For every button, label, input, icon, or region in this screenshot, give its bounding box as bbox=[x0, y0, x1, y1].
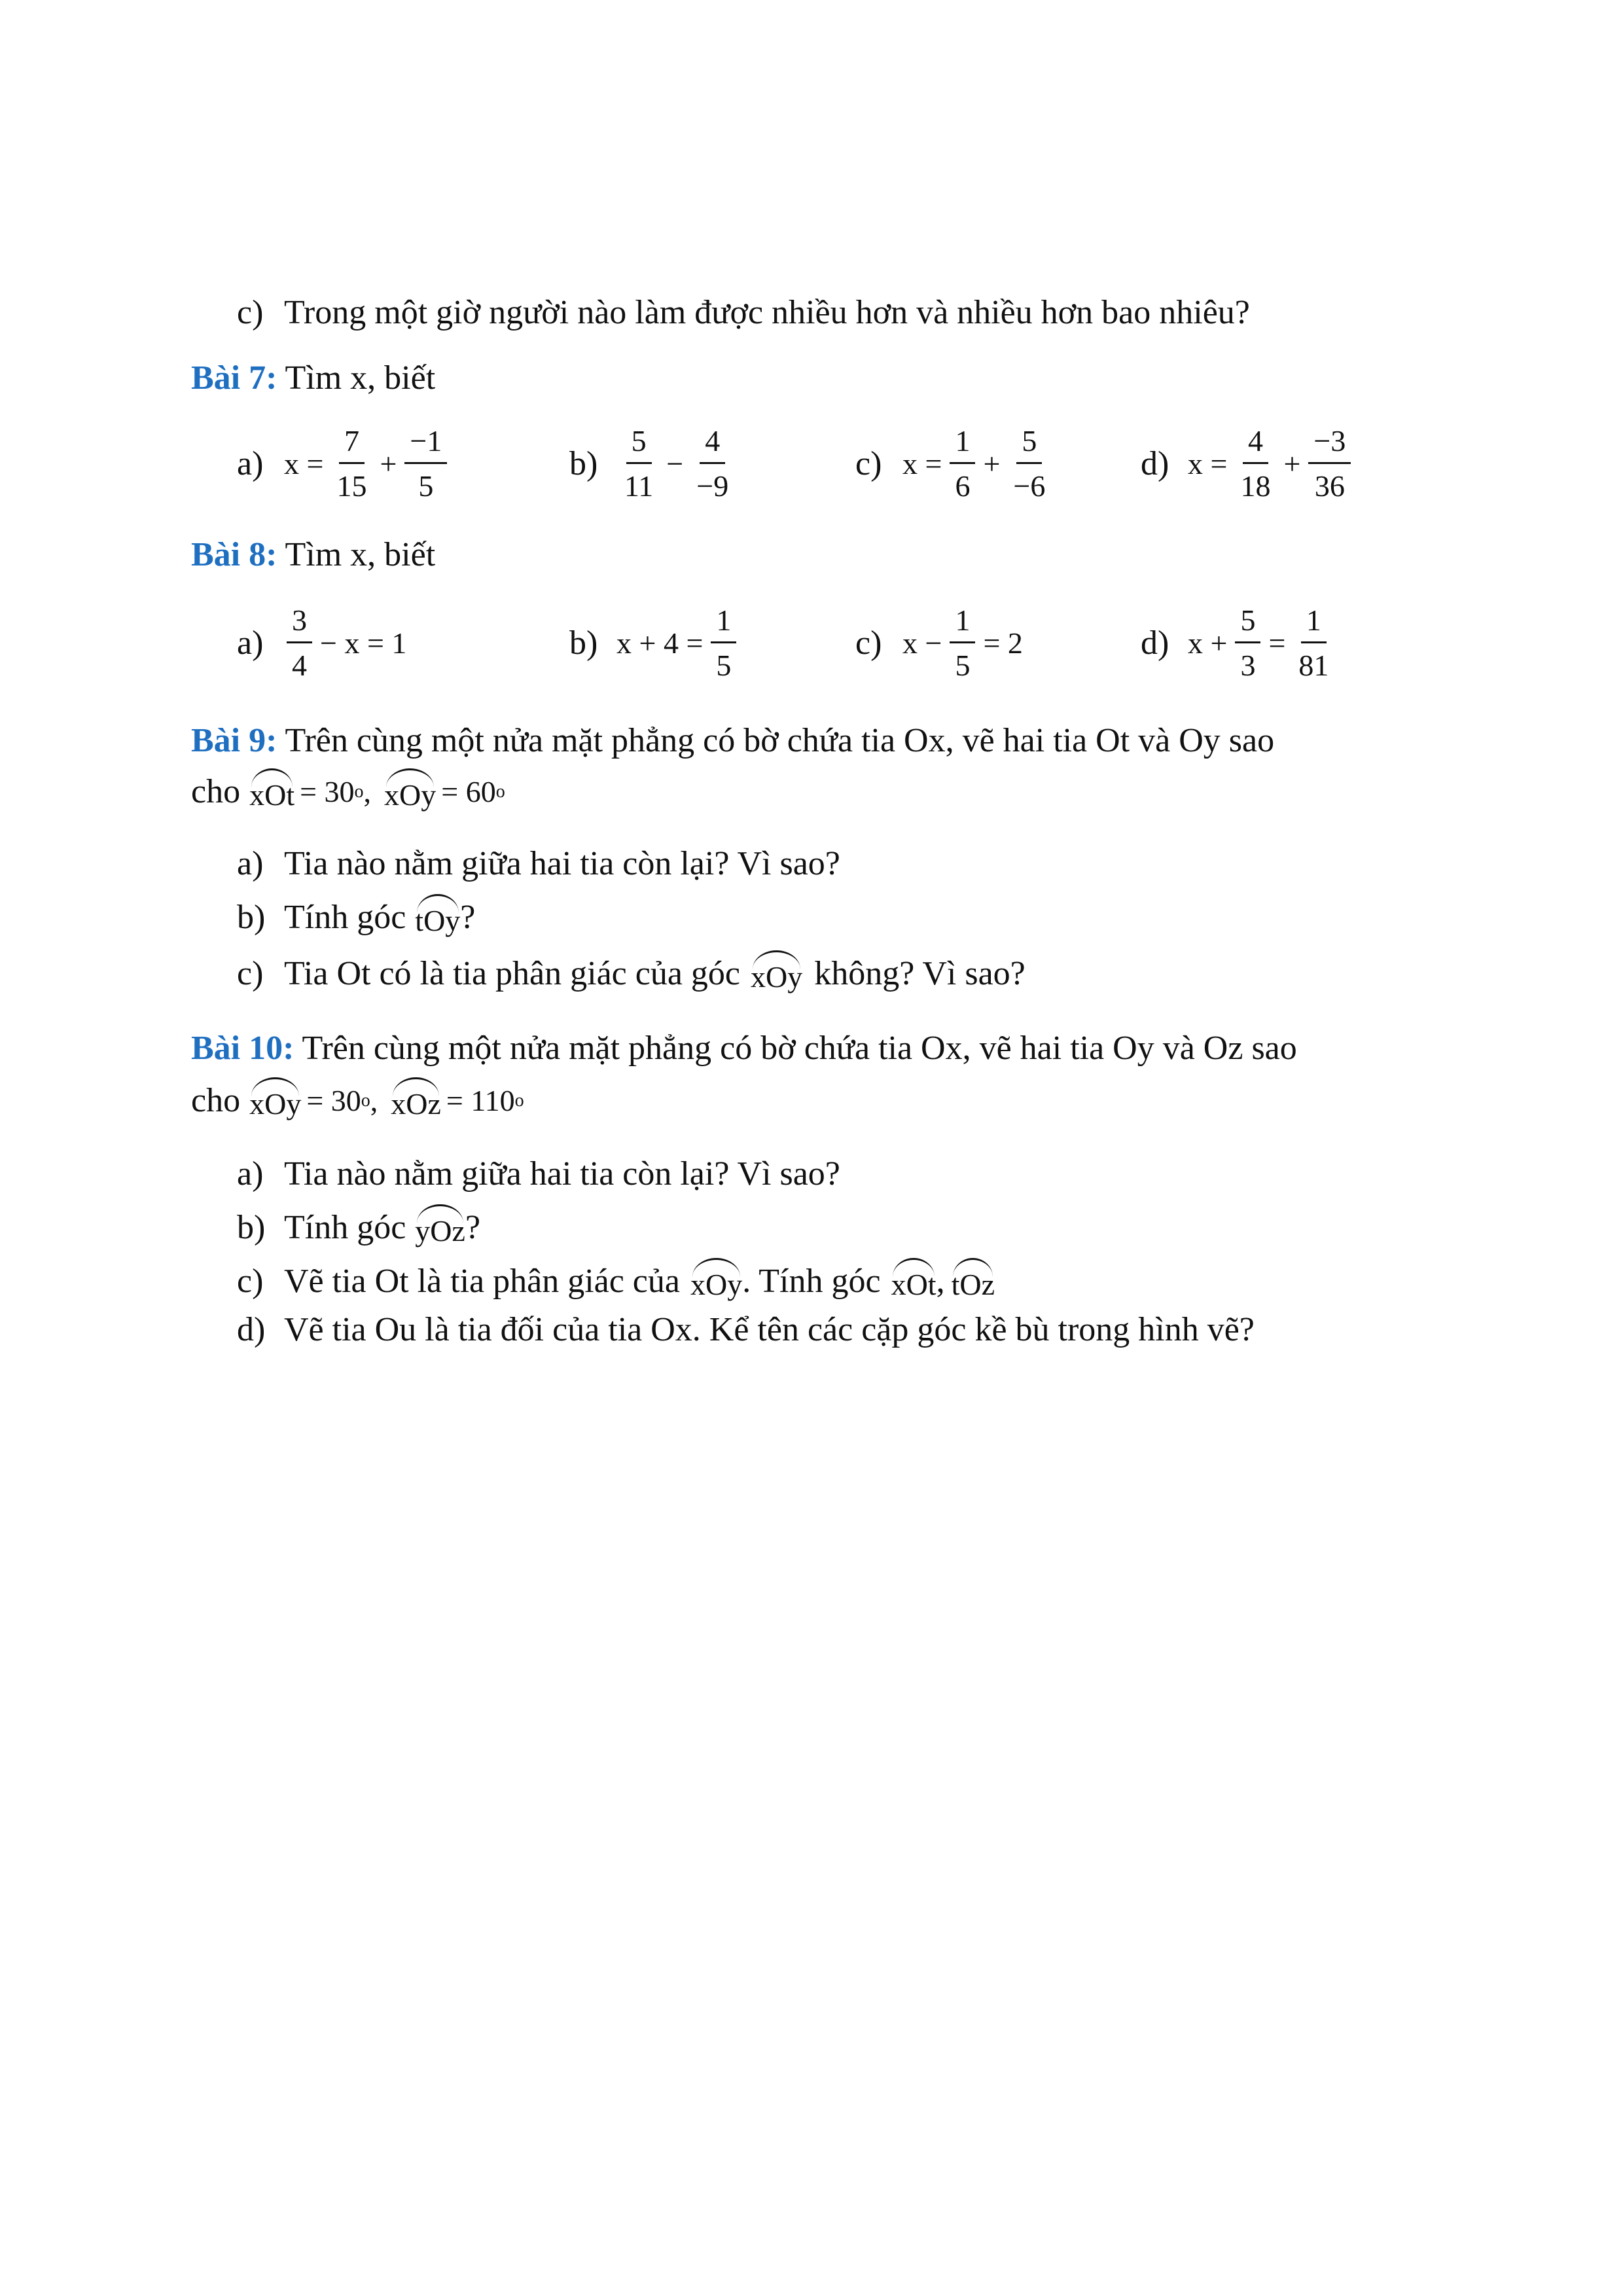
item-text: không? Vì sao? bbox=[814, 955, 1026, 992]
fraction bbox=[1235, 605, 1260, 682]
item-label: a) bbox=[237, 1155, 264, 1193]
denominator: 5 bbox=[418, 469, 434, 503]
bai7-heading bbox=[191, 361, 435, 395]
item-label: b) bbox=[237, 899, 266, 936]
item-label: b) bbox=[569, 624, 598, 662]
angle-symbol: xOy bbox=[384, 774, 436, 810]
angle-value: = 30 bbox=[300, 775, 355, 808]
bai8-item-d bbox=[1141, 605, 1336, 682]
rest: = 2 bbox=[983, 626, 1023, 660]
lhs: x = bbox=[284, 446, 324, 480]
denominator: 18 bbox=[1240, 469, 1271, 503]
angle-symbol: xOy bbox=[690, 1263, 742, 1300]
bai9-item-a bbox=[237, 847, 840, 881]
denominator: 6 bbox=[955, 469, 971, 503]
angle-condition bbox=[249, 1083, 524, 1119]
equation bbox=[284, 605, 406, 682]
item-text: Tia nào nằm giữa hai tia còn lại? Vì sao? bbox=[284, 845, 840, 882]
rest: − x = 1 bbox=[320, 626, 407, 660]
exercise-title: Bài 9: bbox=[191, 722, 277, 759]
question-mark: ? bbox=[460, 899, 476, 936]
numerator: 3 bbox=[287, 605, 312, 643]
lhs: x + 4 = bbox=[616, 626, 704, 660]
equation bbox=[1188, 605, 1336, 682]
angle-symbol: tOy bbox=[415, 899, 460, 936]
comma: , bbox=[370, 1084, 378, 1117]
item-label: b) bbox=[569, 444, 598, 482]
cho-word: cho bbox=[191, 773, 241, 810]
item-label: a) bbox=[237, 444, 264, 482]
item-text: Tính góc bbox=[284, 899, 406, 936]
angle-symbol: xOt bbox=[249, 774, 294, 810]
item-label: c) bbox=[237, 294, 264, 331]
bai10-condition bbox=[191, 1083, 524, 1119]
item-label: a) bbox=[237, 624, 264, 662]
numerator: 1 bbox=[950, 425, 975, 464]
item-label: d) bbox=[1141, 624, 1169, 662]
exercise-title: Bài 7: bbox=[191, 359, 277, 397]
fraction bbox=[1308, 425, 1351, 503]
numerator: 1 bbox=[950, 605, 975, 643]
angle-value: = 30 bbox=[306, 1084, 361, 1117]
item-text: Trong một giờ người nào làm được nhiều hơn và nhiều hơn bao nhiêu? bbox=[284, 294, 1250, 331]
fraction bbox=[1008, 425, 1050, 503]
fraction bbox=[331, 425, 372, 503]
bai7-item-d bbox=[1141, 425, 1353, 503]
denominator: 5 bbox=[716, 649, 732, 683]
equation bbox=[284, 425, 450, 503]
item-text: Tính góc bbox=[284, 1209, 406, 1246]
bai9-item-c bbox=[237, 956, 1026, 992]
exercise-title: Bài 8: bbox=[191, 536, 277, 573]
fraction bbox=[404, 425, 447, 503]
operator: + bbox=[1283, 446, 1301, 480]
item-label: c) bbox=[855, 624, 882, 662]
lhs: x + bbox=[1188, 626, 1228, 660]
fraction bbox=[619, 425, 658, 503]
fraction bbox=[711, 605, 736, 682]
fraction bbox=[287, 605, 312, 682]
bai7-item-a bbox=[237, 425, 450, 503]
angle-symbol: xOz bbox=[391, 1083, 441, 1119]
item-label: c) bbox=[237, 1263, 264, 1300]
angle-symbol: xOy bbox=[751, 956, 802, 992]
angle-symbol: xOy bbox=[249, 1083, 301, 1119]
bai7-item-c bbox=[855, 425, 1053, 503]
angle-condition bbox=[249, 774, 505, 810]
item-text: Vẽ tia Ot là tia phân giác của bbox=[284, 1263, 680, 1300]
question-c-line bbox=[237, 296, 1250, 330]
exercise-text: Tìm x, biết bbox=[285, 359, 436, 397]
numerator: −3 bbox=[1308, 425, 1351, 464]
operator: − bbox=[666, 446, 684, 480]
denominator: −9 bbox=[696, 469, 729, 503]
degree-sign: o bbox=[514, 1090, 524, 1111]
bai9-heading bbox=[191, 724, 1274, 758]
fraction bbox=[1293, 605, 1334, 682]
fraction bbox=[950, 425, 975, 503]
degree-sign: o bbox=[495, 781, 505, 802]
numerator: 7 bbox=[339, 425, 365, 464]
denominator: 36 bbox=[1314, 469, 1345, 503]
bai8-item-b bbox=[569, 605, 739, 682]
equation bbox=[902, 425, 1053, 503]
equation bbox=[1188, 425, 1353, 503]
numerator: 5 bbox=[626, 425, 652, 464]
item-label: d) bbox=[1141, 444, 1169, 482]
bai8-heading bbox=[191, 538, 435, 572]
lhs: x = bbox=[902, 446, 942, 480]
item-label: c) bbox=[237, 955, 264, 992]
comma: , bbox=[363, 775, 372, 808]
denominator: 5 bbox=[955, 649, 971, 683]
angle-symbol: tOz bbox=[952, 1263, 995, 1300]
item-text: Tia Ot có là tia phân giác của góc bbox=[284, 955, 740, 992]
operator: + bbox=[380, 446, 397, 480]
equation bbox=[902, 605, 1023, 682]
item-label: a) bbox=[237, 845, 264, 882]
item-text: Vẽ tia Ou là tia đối của tia Ox. Kể tên các cặp góc kề bù trong hình vẽ? bbox=[284, 1311, 1255, 1348]
equation bbox=[616, 605, 739, 682]
numerator: 1 bbox=[711, 605, 736, 643]
cho-word: cho bbox=[191, 1082, 241, 1119]
operator: = bbox=[1268, 626, 1286, 660]
bai7-item-b bbox=[569, 425, 736, 503]
bai9-item-b bbox=[237, 899, 475, 936]
exercise-text: Tìm x, biết bbox=[285, 536, 436, 573]
denominator: 81 bbox=[1298, 649, 1329, 683]
operator: + bbox=[983, 446, 1001, 480]
numerator: 5 bbox=[1235, 605, 1260, 643]
bai8-item-a bbox=[237, 605, 406, 682]
fraction bbox=[950, 605, 975, 682]
equation bbox=[616, 425, 736, 503]
bai10-heading bbox=[191, 1031, 1297, 1066]
angle-value: = 60 bbox=[441, 775, 496, 808]
lhs: x = bbox=[1188, 446, 1228, 480]
degree-sign: o bbox=[354, 781, 364, 802]
angle-symbol: xOt bbox=[891, 1263, 936, 1300]
comma: , bbox=[936, 1263, 945, 1300]
numerator: 4 bbox=[700, 425, 725, 464]
bai8-item-c bbox=[855, 605, 1023, 682]
denominator: 11 bbox=[624, 469, 654, 503]
exercise-title: Bài 10: bbox=[191, 1030, 294, 1067]
exercise-text: Trên cùng một nửa mặt phẳng có bờ chứa tia Ox, vẽ hai tia Oy và Oz sao bbox=[302, 1030, 1297, 1067]
bai10-item-d bbox=[237, 1313, 1255, 1347]
angle-value: = 110 bbox=[446, 1084, 515, 1117]
denominator: 3 bbox=[1240, 649, 1256, 683]
denominator: 4 bbox=[292, 649, 307, 683]
bai10-item-c bbox=[237, 1263, 995, 1300]
item-label: c) bbox=[855, 444, 882, 482]
question-mark: ? bbox=[465, 1209, 481, 1246]
numerator: 5 bbox=[1016, 425, 1042, 464]
bai9-condition bbox=[191, 774, 505, 810]
item-text: . Tính góc bbox=[742, 1263, 881, 1300]
item-label: b) bbox=[237, 1209, 266, 1246]
item-text: Tia nào nằm giữa hai tia còn lại? Vì sao? bbox=[284, 1155, 840, 1193]
degree-sign: o bbox=[361, 1090, 370, 1111]
numerator: −1 bbox=[404, 425, 447, 464]
bai10-item-a bbox=[237, 1157, 840, 1191]
numerator: 1 bbox=[1301, 605, 1327, 643]
bai10-item-b bbox=[237, 1210, 480, 1246]
fraction bbox=[1235, 425, 1275, 503]
fraction bbox=[691, 425, 734, 503]
exercise-text: Trên cùng một nửa mặt phẳng có bờ chứa tia Ox, vẽ hai tia Ot và Oy sao bbox=[285, 722, 1275, 759]
denominator: 15 bbox=[336, 469, 367, 503]
denominator: −6 bbox=[1013, 469, 1046, 503]
numerator: 4 bbox=[1243, 425, 1268, 464]
angle-symbol: yOz bbox=[415, 1210, 465, 1246]
item-label: d) bbox=[237, 1311, 266, 1348]
lhs: x − bbox=[902, 626, 942, 660]
